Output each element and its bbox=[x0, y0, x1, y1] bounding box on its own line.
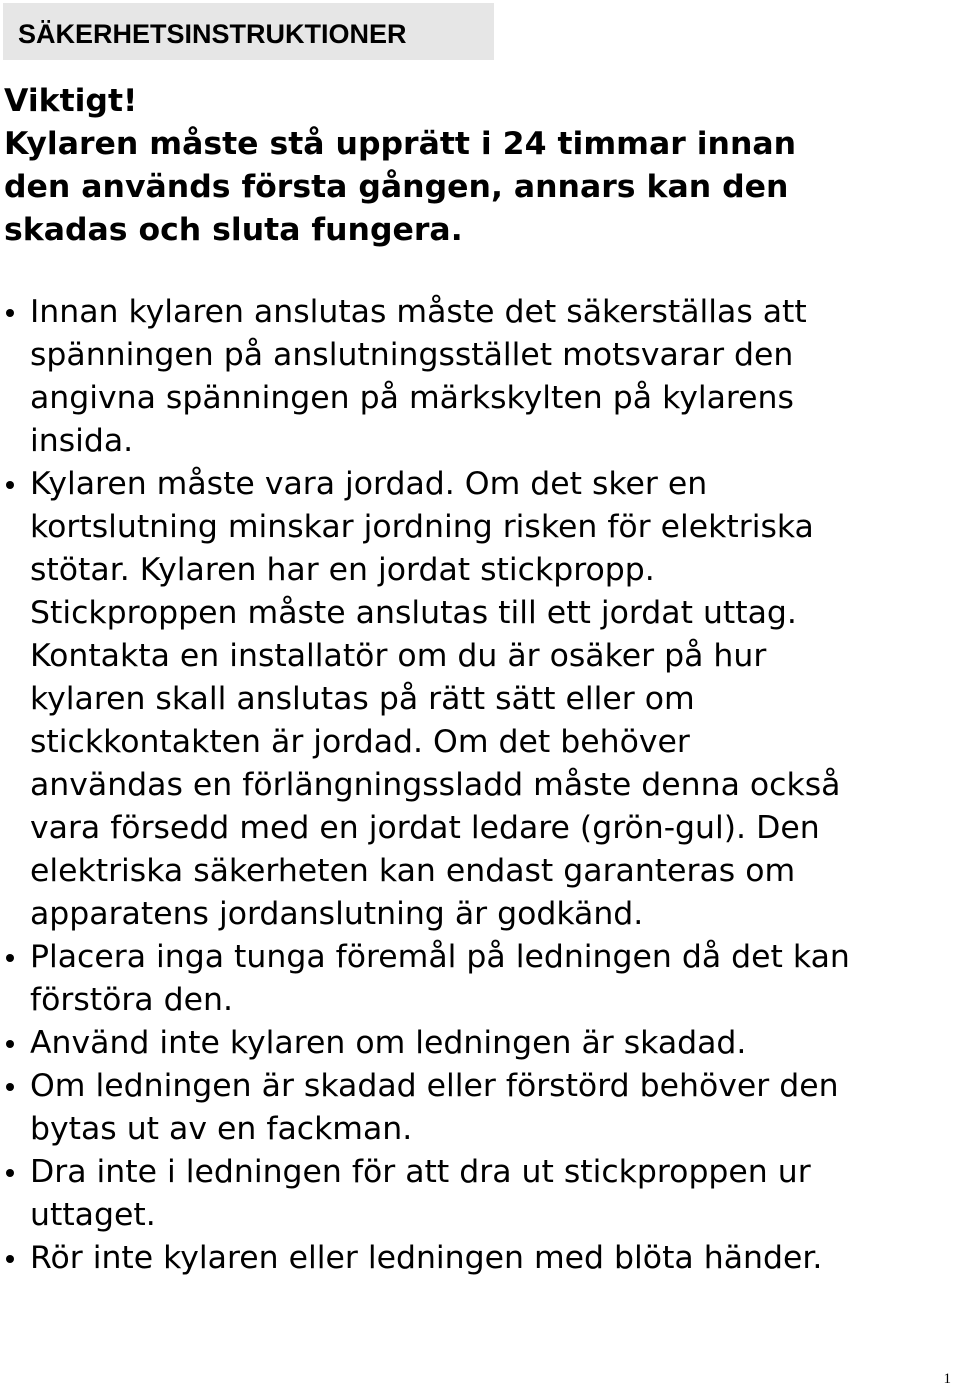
important-notice bbox=[4, 80, 944, 252]
instruction-text-line: kortslutning minskar jordning risken för elektriska bbox=[30, 509, 814, 545]
instruction-item bbox=[0, 1151, 960, 1237]
instruction-text-line: stickkontakten är jordad. Om det behöver bbox=[30, 724, 690, 760]
instruction-text-line: Dra inte i ledningen för att dra ut stickproppen ur bbox=[30, 1154, 811, 1190]
instruction-text-line: förstöra den. bbox=[30, 982, 233, 1018]
bullet-icon bbox=[6, 481, 14, 489]
instruction-text-line: Kylaren måste vara jordad. Om det sker en bbox=[30, 466, 708, 502]
bullet-icon bbox=[6, 954, 14, 962]
instruction-text-line: användas en förlängningssladd måste denna också bbox=[30, 767, 841, 803]
instruction-text-line: kylaren skall anslutas på rätt sätt eller om bbox=[30, 681, 695, 717]
instruction-item bbox=[0, 291, 960, 463]
instruction-text-line: stötar. Kylaren har en jordat stickpropp. bbox=[30, 552, 655, 588]
instruction-text-line: Stickproppen måste anslutas till ett jordat uttag. bbox=[30, 595, 797, 631]
important-text-line: den används första gången, annars kan den bbox=[4, 169, 789, 205]
instruction-item bbox=[0, 1065, 960, 1151]
instruction-text-line: Om ledningen är skadad eller förstörd behöver den bbox=[30, 1068, 839, 1104]
instruction-text-line: Kontakta en installatör om du är osäker på hur bbox=[30, 638, 767, 674]
bullet-icon bbox=[6, 1255, 14, 1263]
instruction-text-line: spänningen på anslutningsstället motsvarar den bbox=[30, 337, 794, 373]
instruction-text-line: Innan kylaren anslutas måste det säkerställas att bbox=[30, 294, 807, 330]
instruction-item bbox=[0, 463, 960, 936]
instruction-text-line: angivna spänningen på märkskylten på kylarens bbox=[30, 380, 794, 416]
instruction-item bbox=[0, 936, 960, 1022]
instruction-text-line: Placera inga tunga föremål på ledningen då det kan bbox=[30, 939, 850, 975]
instruction-text-line: elektriska säkerheten kan endast garanteras om bbox=[30, 853, 796, 889]
important-heading: Viktigt! bbox=[4, 83, 138, 119]
bullet-icon bbox=[6, 1040, 14, 1048]
page-number: 1 bbox=[943, 1371, 951, 1387]
instruction-item bbox=[0, 1022, 960, 1065]
important-text-line: skadas och sluta fungera. bbox=[4, 212, 463, 248]
instruction-text-line: uttaget. bbox=[30, 1197, 156, 1233]
section-title: SÄKERHETSINSTRUKTIONER bbox=[18, 19, 407, 49]
important-text-line: Kylaren måste stå upprätt i 24 timmar innan bbox=[4, 126, 797, 162]
instruction-text-line: vara försedd med en jordat ledare (grön-gul). Den bbox=[30, 810, 820, 846]
instruction-text-line: apparatens jordanslutning är godkänd. bbox=[30, 896, 644, 932]
instruction-text-line: Använd inte kylaren om ledningen är skadad. bbox=[30, 1025, 747, 1061]
instruction-text-line: bytas ut av en fackman. bbox=[30, 1111, 413, 1147]
instruction-text-line: insida. bbox=[30, 423, 134, 459]
bullet-icon bbox=[6, 1169, 14, 1177]
bullet-icon bbox=[6, 1083, 14, 1091]
instruction-item bbox=[0, 1237, 960, 1280]
instruction-text-line: Rör inte kylaren eller ledningen med blöta händer. bbox=[30, 1240, 823, 1276]
safety-instructions-list bbox=[0, 291, 960, 1280]
section-header bbox=[3, 3, 494, 60]
bullet-icon bbox=[6, 309, 14, 317]
